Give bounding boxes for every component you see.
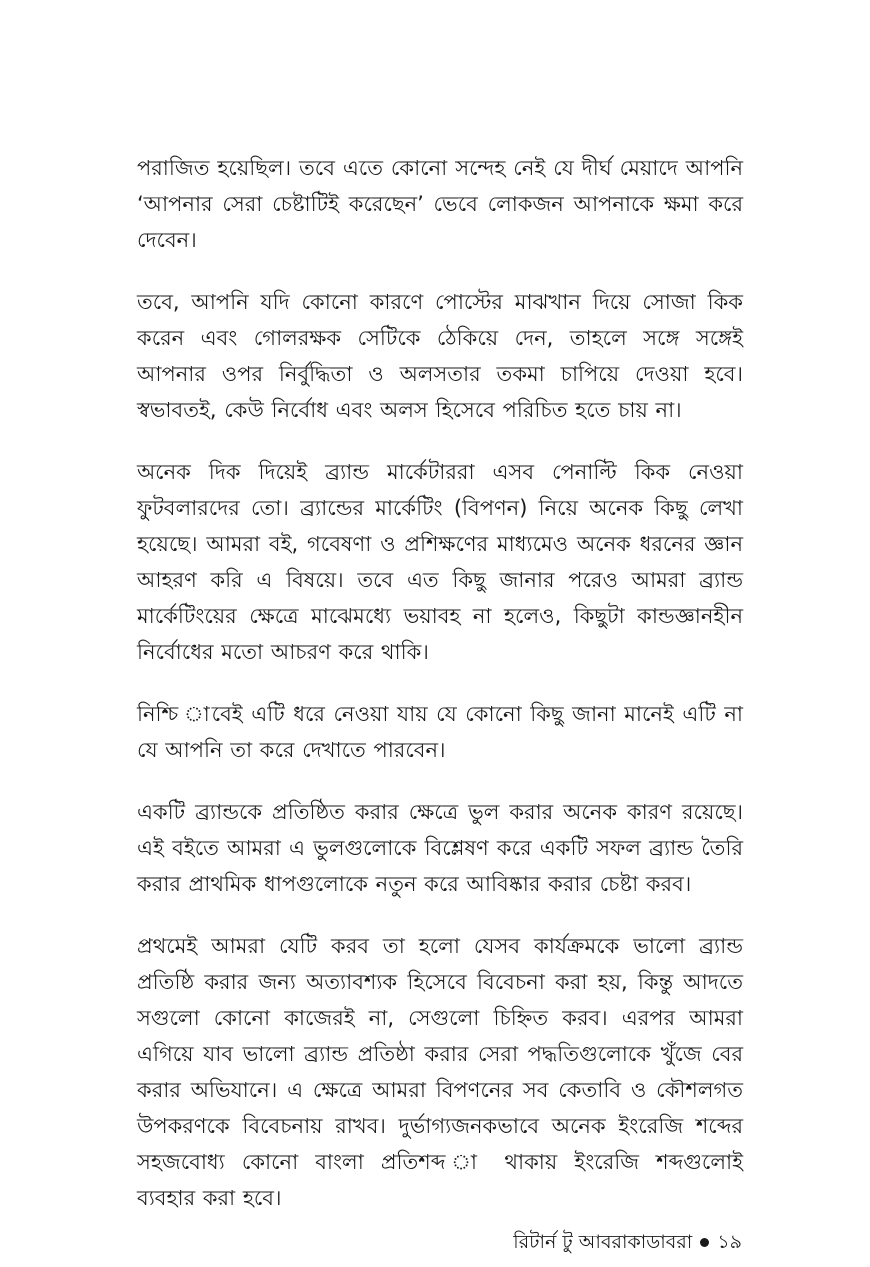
- paragraph-1: পরাজিত হয়েছিল। তবে এতে কোনো সন্দেহ নেই যে দীর্ঘ মেয়াদে আপনি ‘আপনার সেরা চেষ্টাটিই করেছেন’ ভেবে লোকজন আপনাকে ক্ষমা করে দেবেন।: [137, 156, 743, 252]
- paragraph-6: প্রথমেই আমরা যেটি করব তা হলো যেসব কার্যক্রমকে ভালো ব্র্যান্ড প্রতিষ্ঠি করার জন্য অত্যাবশ্যক হিসেবে বিবেচনা করা হয়, কিন্তু আদতে সগুলো কোনো কাজেরই না, সেগুলো চিহ্নিত করব। এরপর আমরা এগিয়ে যাব ভালো ব্র্যান্ড প্রতিষ্ঠা করার সেরা পদ্ধতিগুলোকে খুঁজে বের করার অভিযানে। এ ক্ষেত্রে আমরা বিপণনের সব কেতাবি ও কৌশলগত উপকরণকে বিবেচনায় রাখব। দুর্ভাগ্যজনকভাবে অনেক ইংরেজি শব্দের সহজবোধ্য কোনো বাংলা প্রতিশব্দ া থাকায় ইংরেজি শব্দগুলোই ব্যবহার করা হবে।: [137, 934, 743, 1210]
- footer-book-title: রিটার্ন টু আবরাকাডাবরা: [513, 1231, 693, 1253]
- paragraph-5: একটি ব্র্যান্ডকে প্রতিষ্ঠিত করার ক্ষেত্রে ভুল করার অনেক কারণ রয়েছে। এই বইতে আমরা এ ভুলগুলোকে বিশ্লেষণ করে একটি সফল ব্র্যান্ড তৈরি করার প্রাথমিক ধাপগুলোকে নতুন করে আবিষ্কার করার চেষ্টা করব।: [137, 800, 743, 896]
- body-text: [137, 150, 743, 1242]
- paragraph-3: অনেক দিক দিয়েই ব্র্যান্ড মার্কেটাররা এসব পেনাল্টি কিক নেওয়া ফুটবলারদের তো। ব্র্যান্ডের মার্কেটিং (বিপণন) নিয়ে অনেক কিছু লেখা হয়েছে। আমরা বই, গবেষণা ও প্রশিক্ষণের মাধ্যমেও অনেক ধরনের জ্ঞান আহরণ করি এ বিষয়ে। তবে এত কিছু জানার পরেও আমরা ব্র্যান্ড মার্কেটিংয়ের ক্ষেত্রে মাঝেমধ্যে ভয়াবহ না হলেও, কিছুটা কান্ডজ্ঞানহীন নির্বোধের মতো আচরণ করে থাকি।: [137, 460, 743, 664]
- bullet-icon: [700, 1238, 709, 1247]
- page-footer: [513, 1230, 742, 1254]
- paragraph-2: তবে, আপনি যদি কোনো কারণে পোস্টের মাঝখান দিয়ে সোজা কিক করেন এবং গোলরক্ষক সেটিকে ঠেকিয়ে দেন, তাহলে সঙ্গে সঙ্গেই আপনার ওপর নির্বুদ্ধিতা ও অলসতার তকমা চাপিয়ে দেওয়া হবে। স্বভাবতই, কেউ নির্বোধ এবং অলস হিসেবে পরিচিত হতে চায় না।: [137, 290, 743, 422]
- paragraph-4: নিশ্চি াবেই এটি ধরে নেওয়া যায় যে কোনো কিছু জানা মানেই এটি না যে আপনি তা করে দেখাতে পারবেন।: [137, 702, 743, 762]
- footer-page-number: ১৯: [717, 1231, 742, 1253]
